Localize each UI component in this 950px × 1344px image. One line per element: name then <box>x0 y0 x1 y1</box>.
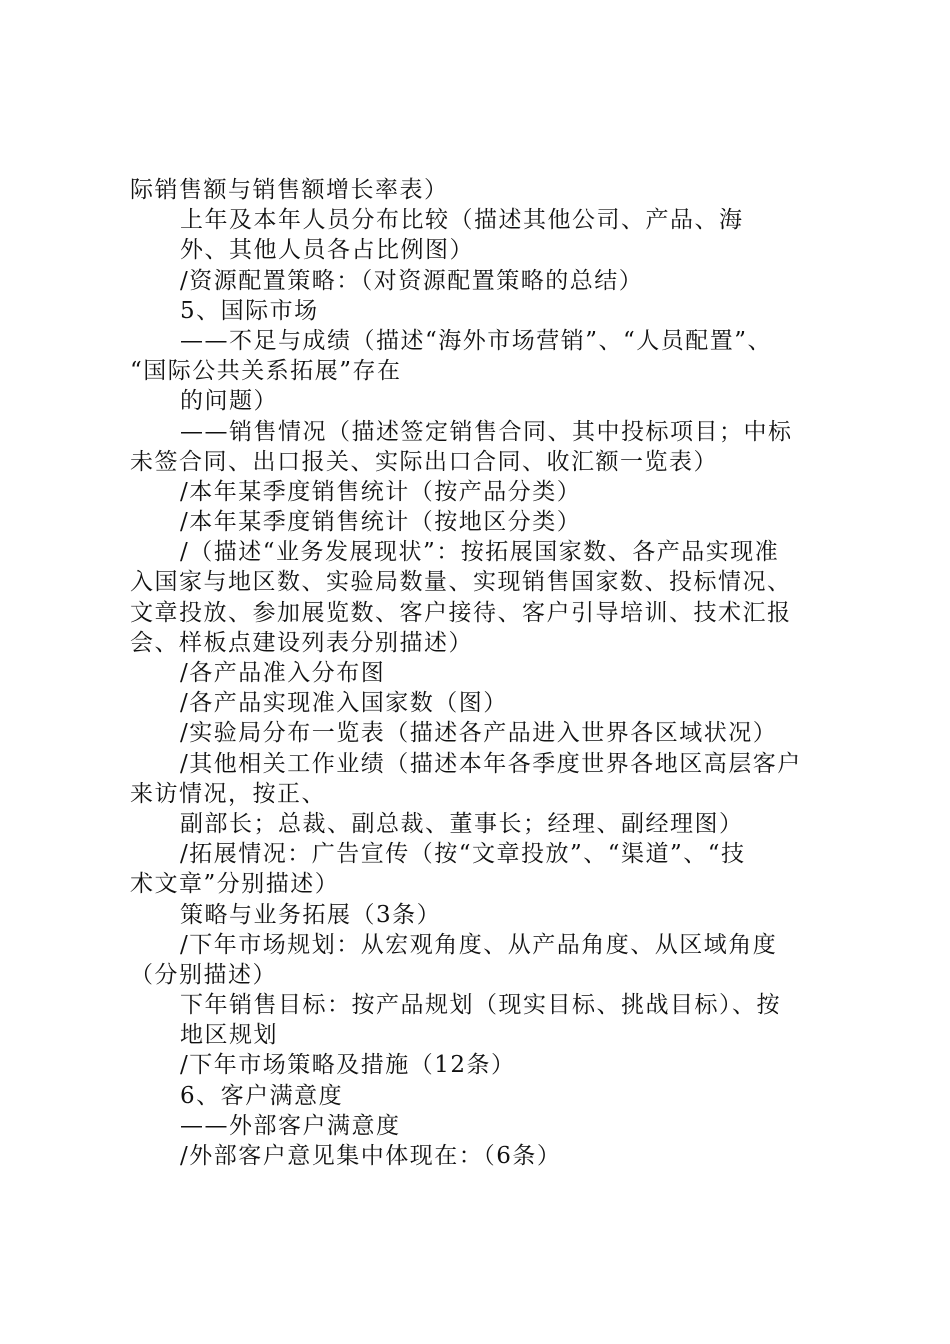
text-line: /实验局分布一览表（描述各产品进入世界各区域状况） <box>180 720 778 747</box>
section-heading-international-market: 5、国际市场 <box>180 297 319 324</box>
text-line: /外部客户意见集中体现在：（6条） <box>180 1143 562 1169</box>
text-line: /下年市场策略及措施（12条） <box>180 1052 516 1079</box>
text-line: 上年及本年人员分布比较（描述其他公司、产品、海 <box>180 207 744 234</box>
text-line: 文章投放、参加展览数、客户接待、客户引导培训、技术汇报 <box>130 599 792 626</box>
text-line: /资源配置策略：（对资源配置策略的总结） <box>180 267 644 294</box>
text-line: 的问题） <box>180 388 278 415</box>
text-line: 术文章”分别描述） <box>130 871 340 898</box>
text-line: 下年销售目标：按产品规划（现实目标、挑战目标）、按 <box>180 992 781 1019</box>
text-line: ——外部客户满意度 <box>180 1112 401 1139</box>
document-body <box>130 175 835 1171</box>
text-line: 入国家与地区数、实验局数量、实现销售国家数、投标情况、 <box>130 569 792 596</box>
text-line: 策略与业务拓展（3条） <box>180 901 442 928</box>
text-line: 副部长；总裁、副总裁、董事长；经理、副经理图） <box>180 810 744 837</box>
text-line: /拓展情况：广告宣传（按“文章投放”、“渠道”、“技 <box>180 841 746 868</box>
text-line: /（描述“业务发展现状”：按拓展国家数、各产品实现准 <box>180 539 780 566</box>
section-heading-customer-satisfaction: 6、客户满意度 <box>180 1082 344 1109</box>
text-line: /其他相关工作业绩（描述本年各季度世界各地区高层客户 <box>180 750 802 777</box>
text-line: “国际公共关系拓展”存在 <box>130 358 402 385</box>
text-line: 外、其他人员各占比例图） <box>180 237 474 264</box>
text-line: /各产品实现准入国家数（图） <box>180 690 508 717</box>
text-line: /本年某季度销售统计（按产品分类） <box>180 478 582 505</box>
text-line: ——不足与成绩（描述“海外市场营销”、“人员配置”、 <box>180 327 773 354</box>
text-line: 地区规划 <box>180 1022 278 1049</box>
text-line: 际销售额与销售额增长率表） <box>130 177 449 203</box>
text-line: 会、样板点建设列表分别描述） <box>130 629 473 656</box>
text-line: 未签合同、出口报关、实际出口合同、收汇额一览表） <box>130 448 718 475</box>
text-line: /各产品准入分布图 <box>180 660 386 686</box>
text-line: （分别描述） <box>130 961 277 988</box>
text-line: /本年某季度销售统计（按地区分类） <box>180 509 582 536</box>
text-line: /下年市场规划：从宏观角度、从产品角度、从区域角度 <box>180 931 778 958</box>
text-line: ——销售情况（描述签定销售合同、其中投标项目；中标 <box>180 418 793 445</box>
text-line: 来访情况，按正、 <box>130 780 326 807</box>
